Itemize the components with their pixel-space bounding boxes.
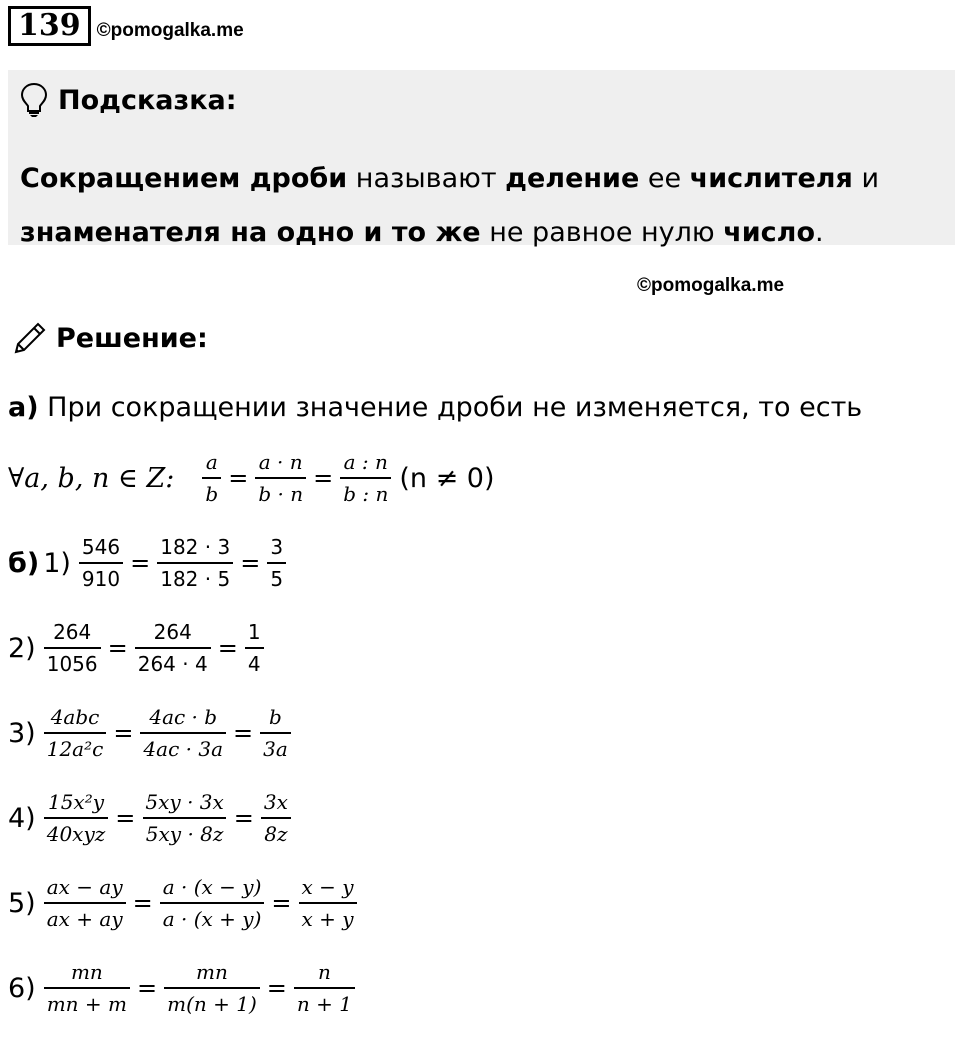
fraction bbox=[340, 450, 391, 506]
numerator: 264 bbox=[153, 620, 192, 644]
numerator: a : n bbox=[343, 450, 388, 474]
hint-bold: Сокращением дроби bbox=[20, 163, 348, 194]
hint-line-1 bbox=[20, 152, 940, 206]
fraction bbox=[267, 535, 286, 591]
denominator: ax + ay bbox=[44, 902, 126, 931]
fraction bbox=[79, 535, 123, 591]
pencil-icon bbox=[10, 318, 50, 358]
denominator: 3a bbox=[260, 732, 291, 761]
denominator: 4ac · 3a bbox=[140, 732, 226, 761]
numerator: 546 bbox=[81, 535, 121, 559]
fraction bbox=[44, 705, 107, 761]
denominator: 910 bbox=[79, 562, 123, 591]
denominator: 5 bbox=[267, 562, 286, 591]
fraction bbox=[294, 960, 355, 1016]
denominator: b : n bbox=[340, 477, 391, 506]
task-number: 139 bbox=[8, 6, 91, 46]
item-label: 6) bbox=[8, 972, 36, 1004]
part-a-label: а) bbox=[8, 392, 39, 423]
item-label: 2) bbox=[8, 632, 36, 664]
fraction bbox=[260, 705, 291, 761]
fraction bbox=[202, 450, 221, 506]
equals-sign: = bbox=[107, 634, 128, 662]
fraction bbox=[164, 960, 260, 1016]
equals-sign: = bbox=[240, 549, 261, 577]
solution-title-text: Решение: bbox=[56, 322, 208, 354]
watermark-2: ©pomogalka.me bbox=[637, 275, 785, 296]
item-label: 1) bbox=[43, 547, 71, 579]
numerator: 264 bbox=[53, 620, 92, 644]
denominator: 12a²c bbox=[44, 732, 107, 761]
fraction bbox=[157, 535, 233, 591]
part-b-label: б) bbox=[8, 547, 40, 579]
denominator: 1056 bbox=[44, 647, 101, 676]
equals-sign: = bbox=[228, 464, 249, 492]
part-a-text: При сокращении значение дроби не изменяется, то есть bbox=[38, 392, 863, 423]
equals-sign: = bbox=[130, 549, 151, 577]
lightbulb-icon bbox=[20, 82, 48, 118]
numerator: 5xy · 3x bbox=[145, 790, 224, 814]
denominator: b bbox=[202, 477, 221, 506]
hint-text bbox=[20, 152, 940, 260]
solution-title bbox=[10, 318, 208, 358]
fraction bbox=[140, 705, 226, 761]
solution-line bbox=[8, 790, 295, 846]
watermark: ©pomogalka.me bbox=[96, 20, 244, 41]
fraction bbox=[44, 620, 101, 676]
numerator: 4ac · b bbox=[149, 705, 218, 729]
item-label: 4) bbox=[8, 802, 36, 834]
fraction bbox=[44, 875, 126, 931]
numerator: 3 bbox=[270, 535, 284, 559]
numerator: 182 · 3 bbox=[160, 535, 231, 559]
denominator: 5xy · 8z bbox=[143, 817, 227, 846]
item-label: 3) bbox=[8, 717, 36, 749]
denominator: 264 · 4 bbox=[135, 647, 211, 676]
denominator: a · (x + y) bbox=[160, 902, 265, 931]
hint-bold: число bbox=[723, 217, 816, 248]
denominator: mn + m bbox=[44, 987, 130, 1016]
equals-sign: = bbox=[132, 889, 153, 917]
quantifier: ∀a, b, n ∈ Z: bbox=[8, 462, 175, 494]
numerator: a · n bbox=[258, 450, 303, 474]
denominator: 8z bbox=[261, 817, 290, 846]
numerator: ax − ay bbox=[46, 875, 123, 899]
hint-title bbox=[20, 82, 237, 118]
solution-line bbox=[8, 875, 361, 931]
equals-sign: = bbox=[271, 889, 292, 917]
numerator: x − y bbox=[301, 875, 354, 899]
fraction bbox=[44, 790, 109, 846]
fraction bbox=[135, 620, 211, 676]
equals-sign: = bbox=[233, 804, 254, 832]
hint-plain: ее bbox=[639, 163, 690, 194]
denominator: 40xyz bbox=[44, 817, 109, 846]
solution-line bbox=[8, 705, 295, 761]
task-header bbox=[8, 4, 244, 48]
part-a-statement bbox=[8, 392, 862, 423]
denominator: m(n + 1) bbox=[164, 987, 260, 1016]
condition: (n ≠ 0) bbox=[399, 462, 495, 494]
denominator: 182 · 5 bbox=[157, 562, 233, 591]
fraction bbox=[261, 790, 291, 846]
fraction bbox=[160, 875, 265, 931]
denominator: 4 bbox=[245, 647, 264, 676]
fraction bbox=[245, 620, 264, 676]
hint-plain: . bbox=[815, 217, 824, 248]
equals-sign: = bbox=[115, 804, 136, 832]
denominator: n + 1 bbox=[294, 987, 355, 1016]
numerator: 4abc bbox=[50, 705, 100, 729]
hint-plain: называют bbox=[347, 163, 506, 194]
numerator: a · (x − y) bbox=[162, 875, 262, 899]
item-label: 5) bbox=[8, 887, 36, 919]
hint-bold: числителя bbox=[689, 163, 853, 194]
numerator: mn bbox=[70, 960, 103, 984]
hint-bold: деление bbox=[505, 163, 640, 194]
hint-title-text: Подсказка: bbox=[58, 84, 237, 116]
hint-line-2 bbox=[20, 206, 940, 260]
denominator: b · n bbox=[255, 477, 306, 506]
numerator: n bbox=[317, 960, 331, 984]
equals-sign: = bbox=[266, 974, 287, 1002]
solution-line bbox=[8, 960, 359, 1016]
equals-sign: = bbox=[137, 974, 158, 1002]
fraction bbox=[142, 790, 226, 846]
numerator: a bbox=[205, 450, 218, 474]
hint-plain: и bbox=[852, 163, 880, 194]
solution-line bbox=[8, 620, 268, 676]
equals-sign: = bbox=[233, 719, 254, 747]
numerator: 15x²y bbox=[47, 790, 105, 814]
hint-box bbox=[8, 70, 955, 248]
solution-line bbox=[8, 535, 290, 591]
fraction bbox=[255, 450, 306, 506]
equals-sign: = bbox=[217, 634, 238, 662]
hint-plain: не равное нулю bbox=[480, 217, 724, 248]
equals-sign: = bbox=[113, 719, 134, 747]
numerator: 1 bbox=[247, 620, 261, 644]
numerator: mn bbox=[196, 960, 228, 984]
part-a-formula bbox=[8, 450, 495, 506]
equals-sign: = bbox=[313, 464, 334, 492]
hint-bold: знаменателя на одно и то же bbox=[20, 217, 481, 248]
numerator: 3x bbox=[263, 790, 288, 814]
denominator: x + y bbox=[299, 902, 357, 931]
fraction bbox=[299, 875, 357, 931]
fraction bbox=[44, 960, 130, 1016]
numerator: b bbox=[269, 705, 282, 729]
